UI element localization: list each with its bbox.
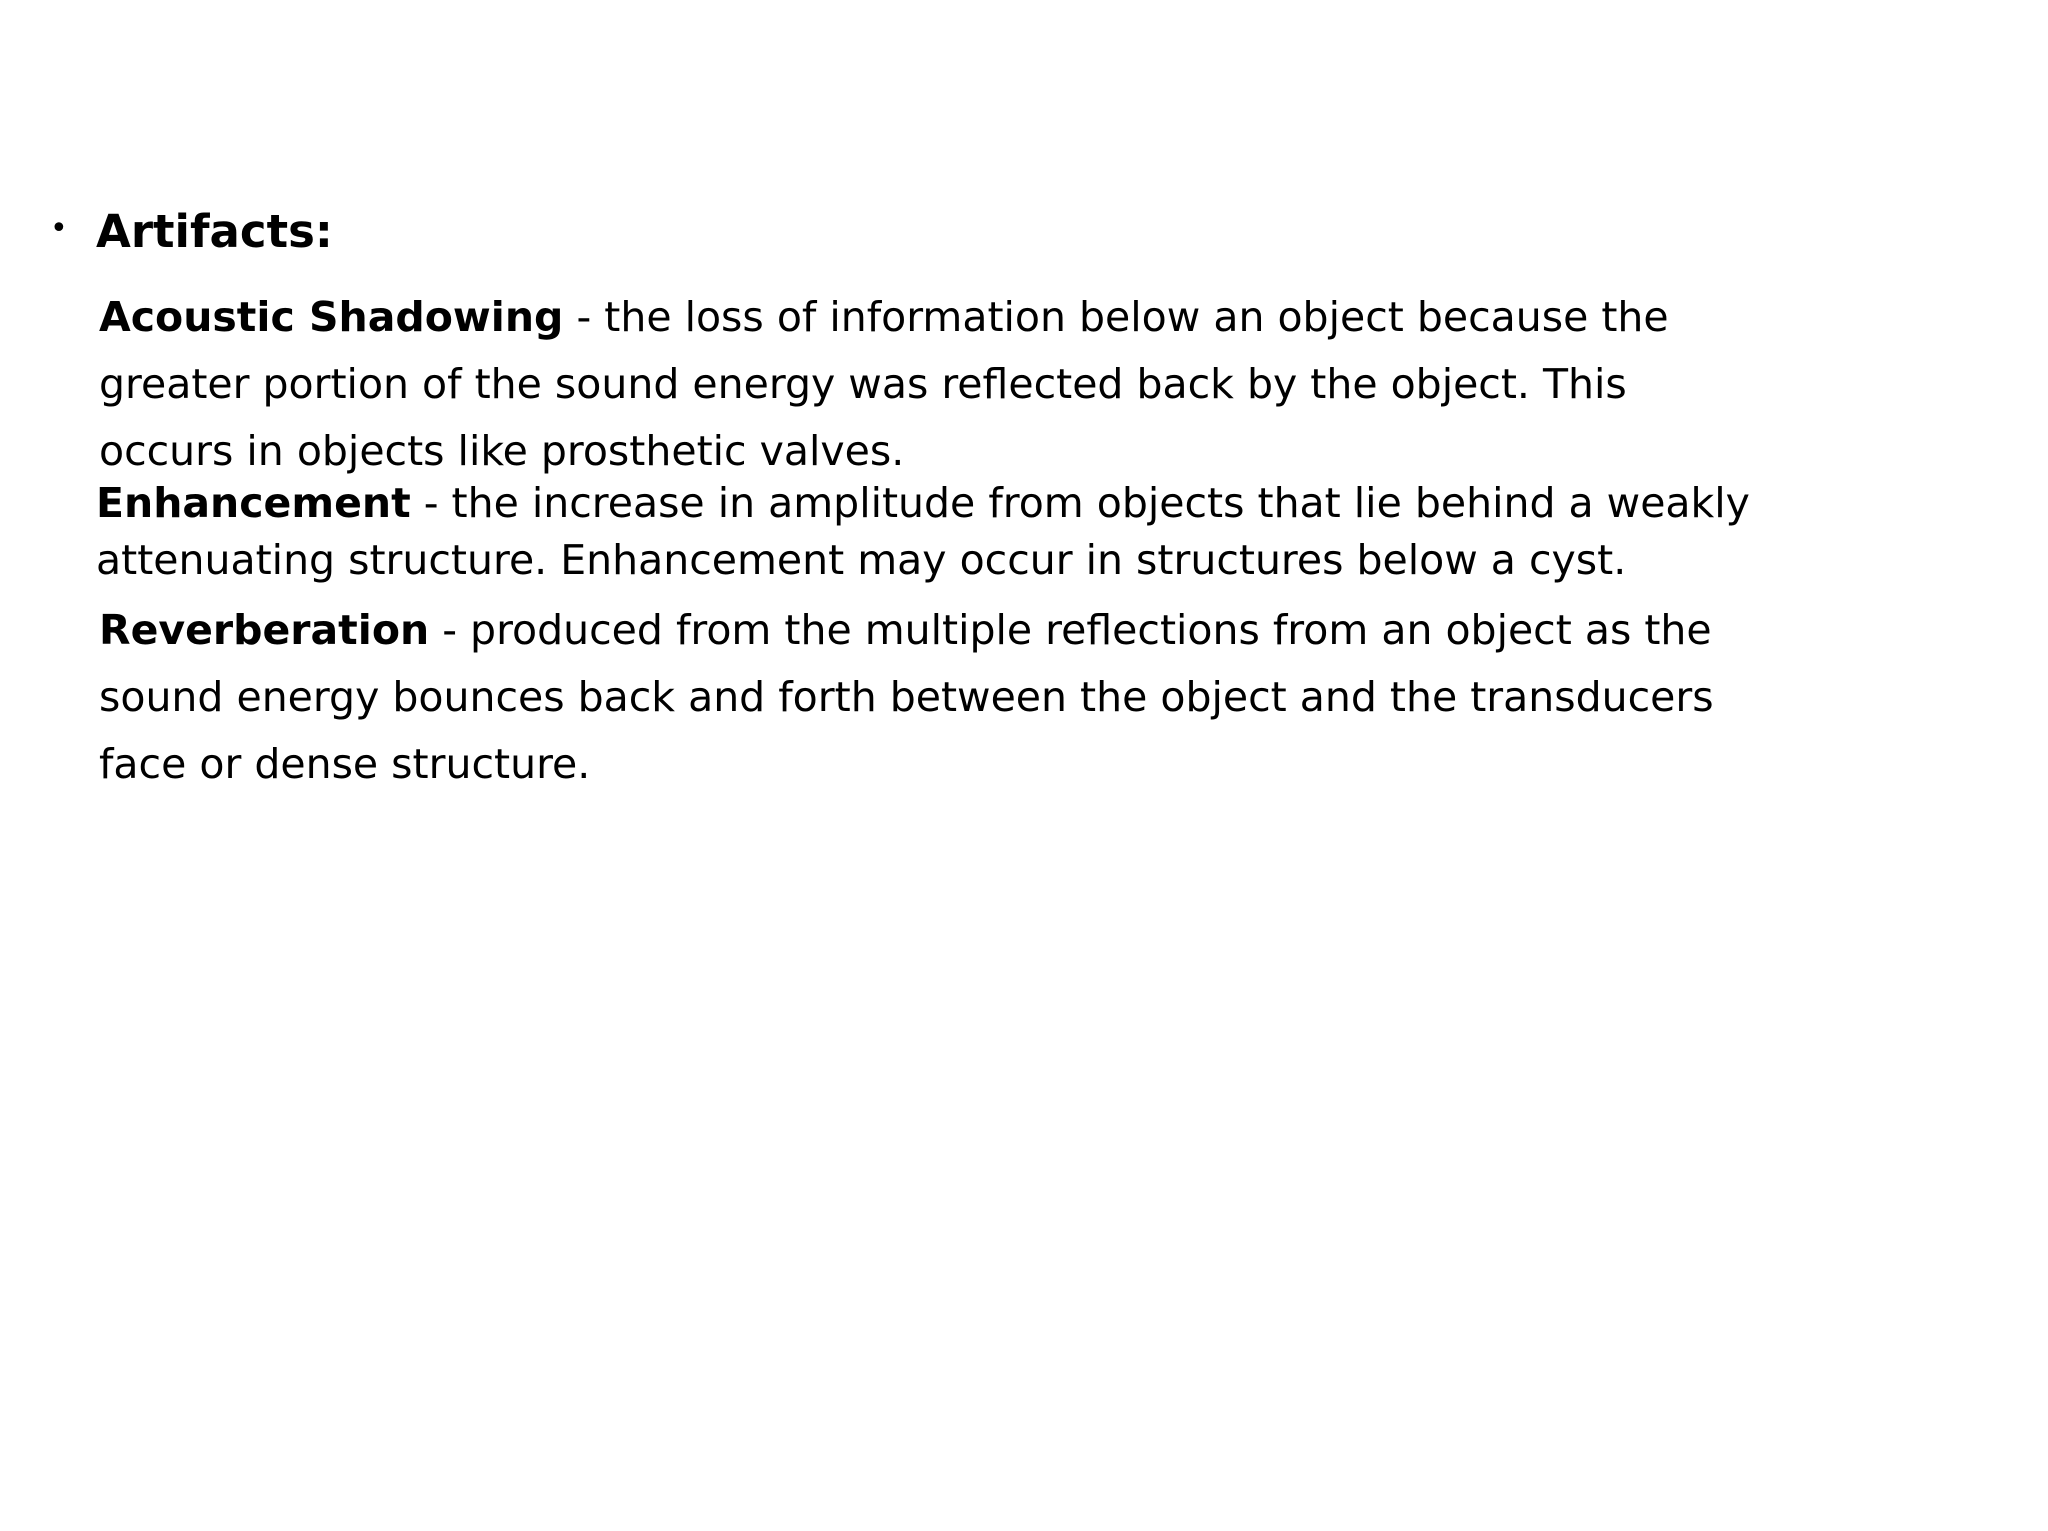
definition-term: Reverberation <box>99 606 430 654</box>
definition-text: - produced from the multiple reflections from an object as the <box>429 606 1712 654</box>
bullet-marker: • <box>50 211 68 246</box>
definition-text: attenuating structure. Enhancement may occur in structures below a cyst. <box>96 536 1627 584</box>
definition-term: Enhancement <box>96 479 411 527</box>
definition-reverberation <box>99 597 1714 798</box>
definition-term: Acoustic Shadowing <box>99 293 564 341</box>
definition-text: - the loss of information below an object because the <box>563 293 1669 341</box>
definition-text: face or dense structure. <box>99 740 591 788</box>
definition-line <box>99 284 1669 351</box>
section-heading: Artifacts: <box>96 205 333 258</box>
definition-line <box>99 597 1714 664</box>
definition-enhancement <box>96 475 1750 589</box>
definition-text: occurs in objects like prosthetic valves. <box>99 427 905 475</box>
definition-text: greater portion of the sound energy was reflected back by the object. This <box>99 360 1627 408</box>
definition-text: sound energy bounces back and forth between the object and the transducers <box>99 673 1714 721</box>
definition-acoustic-shadowing <box>99 284 1669 485</box>
definition-line <box>96 475 1750 532</box>
definition-text: - the increase in amplitude from objects that lie behind a weakly <box>410 479 1750 527</box>
